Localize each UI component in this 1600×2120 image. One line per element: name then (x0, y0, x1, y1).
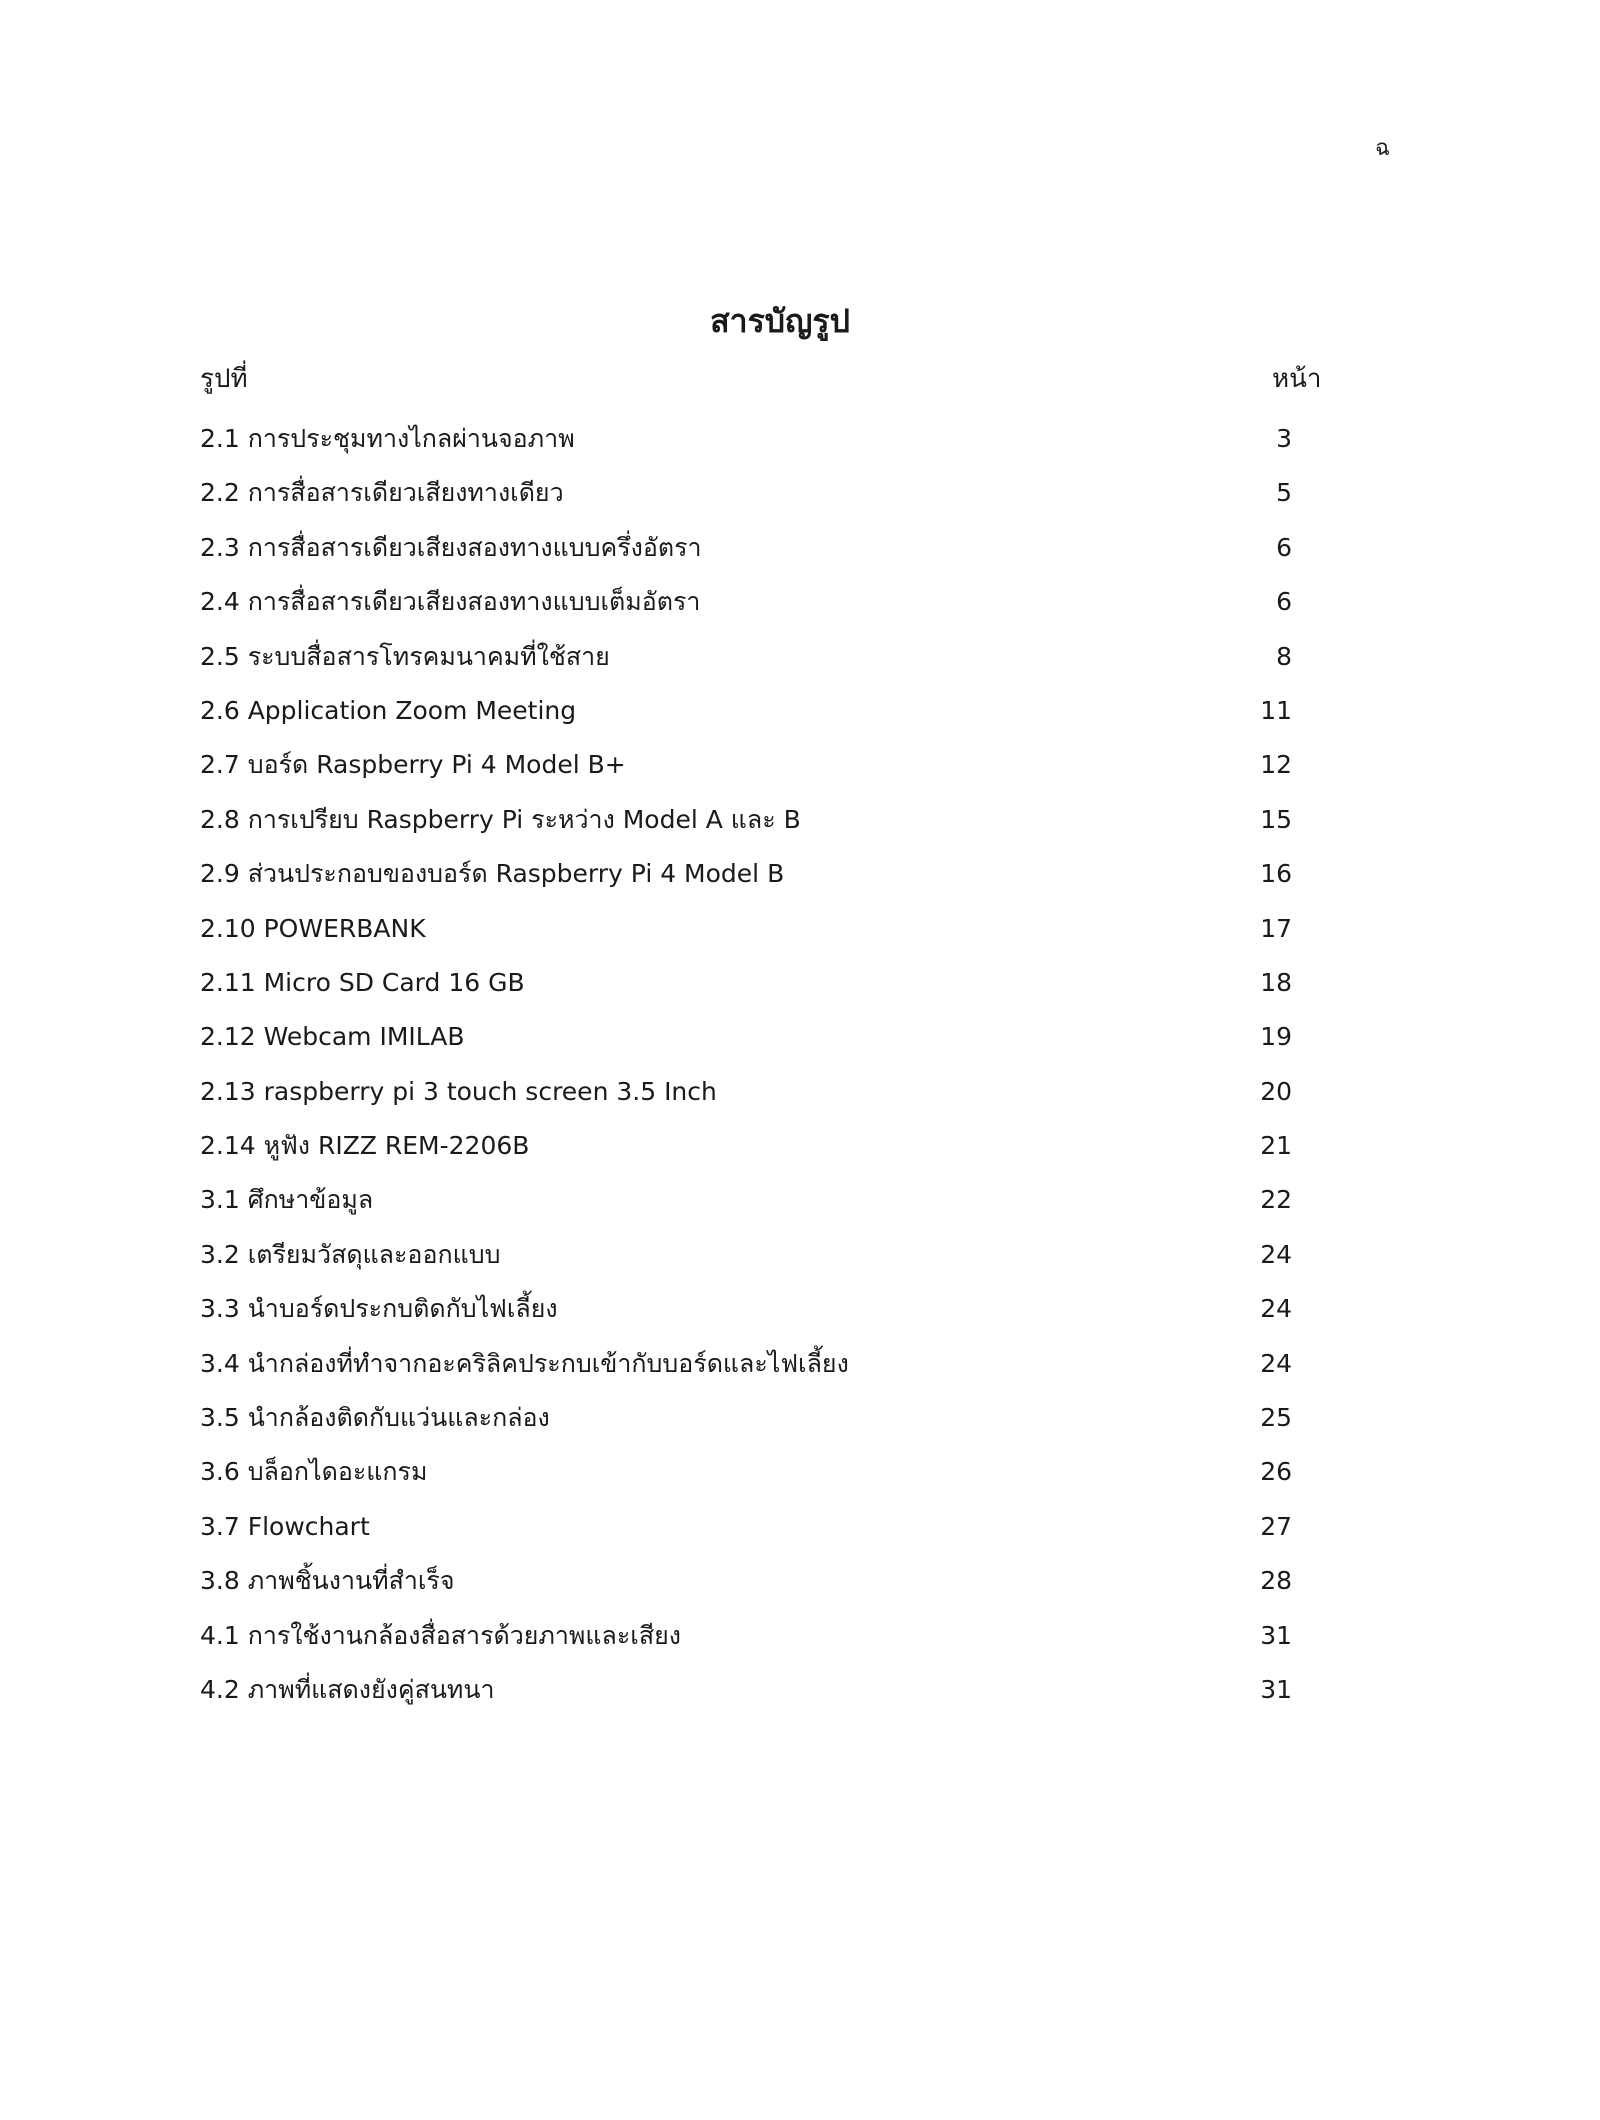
toc-entry-page: 24 (1260, 1348, 1292, 1378)
toc-entry-label: 2.10 POWERBANK (200, 913, 426, 943)
toc-entry (200, 1445, 1320, 1499)
toc-entry-label: 2.5 ระบบสื่อสารโทรคมนาคมที่ใช้สาย (200, 641, 610, 671)
toc-entry-page: 24 (1260, 1239, 1292, 1269)
toc-entry (200, 956, 1320, 1010)
toc-entry-page: 3 (1276, 424, 1292, 453)
page-title: สารบัญรูป (710, 302, 850, 340)
page-number: ฉ (1375, 136, 1390, 161)
toc-entry (200, 575, 1320, 629)
toc-entry (200, 1609, 1320, 1663)
toc-entry-label: 3.5 นำกล้องติดกับแว่นและกล่อง (200, 1403, 550, 1433)
toc-entry-label: 2.9 ส่วนประกอบของบอร์ด Raspberry Pi 4 Model B (200, 859, 785, 889)
toc-entry-label: 3.8 ภาพชิ้นงานที่สำเร็จ (200, 1566, 455, 1596)
toc-entry (200, 847, 1320, 901)
toc-entry-page: 28 (1260, 1566, 1292, 1596)
toc-entry-page: 31 (1260, 1674, 1292, 1704)
toc-entry (200, 1554, 1320, 1608)
toc-entry-page: 21 (1260, 1131, 1292, 1161)
toc-entry-page: 27 (1260, 1511, 1292, 1541)
toc-entry-page: 17 (1260, 913, 1292, 943)
toc-entry-label: 3.1 ศึกษาข้อมูล (200, 1185, 374, 1215)
figure-column-header: รูปที่ (200, 364, 248, 394)
toc-entry-page: 5 (1276, 478, 1292, 508)
toc-entry (200, 1500, 1320, 1554)
list-of-figures (200, 412, 1320, 1717)
toc-entry-page: 22 (1260, 1185, 1292, 1215)
toc-entry-label: 4.2 ภาพที่แสดงยังคู่สนทนา (200, 1674, 495, 1704)
toc-entry (200, 1391, 1320, 1445)
page-column-header: หน้า (1272, 364, 1322, 394)
toc-entry (200, 684, 1320, 738)
toc-entry (200, 1228, 1320, 1282)
toc-entry (200, 738, 1320, 792)
toc-entry-page: 6 (1276, 532, 1292, 562)
toc-entry-label: 2.8 การเปรียบ Raspberry Pi ระหว่าง Model A และ B (200, 804, 801, 834)
toc-entry (200, 466, 1320, 520)
toc-entry-page: 24 (1260, 1294, 1292, 1324)
toc-entry-page: 26 (1260, 1457, 1292, 1487)
toc-entry (200, 1337, 1320, 1391)
toc-entry-label: 2.1 การประชุมทางไกลผ่านจอภาพ (200, 424, 575, 453)
toc-entry-page: 31 (1260, 1620, 1292, 1650)
toc-entry (200, 412, 1320, 466)
toc-entry (200, 630, 1320, 684)
toc-entry-page: 20 (1260, 1076, 1292, 1106)
toc-entry-label: 2.3 การสื่อสารเดียวเสียงสองทางแบบครึ่งอัตรา (200, 532, 702, 562)
toc-entry-label: 2.12 Webcam IMILAB (200, 1022, 465, 1052)
toc-entry-page: 6 (1276, 587, 1292, 617)
toc-entry-label: 3.4 นำกล่องที่ทำจากอะคริลิคประกบเข้ากับบอร์ดและไฟเลี้ยง (200, 1348, 849, 1378)
toc-entry (200, 521, 1320, 575)
toc-entry-label: 2.6 Application Zoom Meeting (200, 695, 577, 725)
toc-entry (200, 1065, 1320, 1119)
toc-entry-page: 16 (1260, 859, 1292, 889)
toc-entry-label: 3.3 นำบอร์ดประกบติดกับไฟเลี้ยง (200, 1294, 558, 1324)
toc-entry-label: 3.2 เตรียมวัสดุและออกแบบ (200, 1239, 501, 1269)
toc-entry-page: 15 (1260, 804, 1292, 834)
toc-entry (200, 1010, 1320, 1064)
toc-entry (200, 1282, 1320, 1336)
toc-entry-label: 3.6 บล็อกไดอะแกรม (200, 1457, 428, 1487)
toc-entry-label: 2.2 การสื่อสารเดียวเสียงทางเดียว (200, 478, 564, 508)
toc-entry-label: 3.7 Flowchart (200, 1511, 370, 1541)
toc-entry-page: 12 (1260, 750, 1292, 780)
toc-entry-page: 25 (1260, 1403, 1292, 1433)
toc-entry-label: 2.13 raspberry pi 3 touch screen 3.5 Inch (200, 1076, 717, 1106)
toc-entry (200, 902, 1320, 956)
toc-entry (200, 793, 1320, 847)
toc-entry (200, 1119, 1320, 1173)
toc-entry (200, 1663, 1320, 1717)
toc-entry (200, 1173, 1320, 1227)
toc-entry-page: 19 (1260, 1022, 1292, 1052)
toc-entry-label: 2.4 การสื่อสารเดียวเสียงสองทางแบบเต็มอัตรา (200, 587, 701, 617)
toc-entry-label: 2.11 Micro SD Card 16 GB (200, 967, 525, 997)
toc-entry-label: 2.7 บอร์ด Raspberry Pi 4 Model B+ (200, 750, 626, 780)
toc-entry-page: 8 (1276, 641, 1292, 671)
toc-entry-page: 18 (1260, 967, 1292, 997)
toc-entry-label: 2.14 หูฟัง RIZZ REM-2206B (200, 1131, 530, 1161)
toc-entry-page: 11 (1260, 695, 1292, 725)
toc-entry-label: 4.1 การใช้งานกล้องสื่อสารด้วยภาพและเสียง (200, 1620, 681, 1650)
